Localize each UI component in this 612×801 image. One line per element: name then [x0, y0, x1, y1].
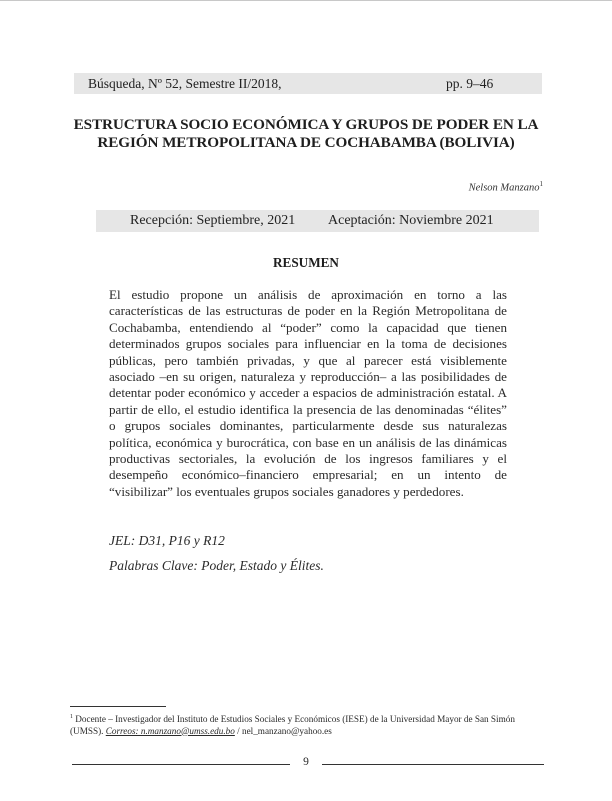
reception-date: Recepción: Septiembre, 2021 [130, 213, 296, 228]
footnote-email-alt: / nel_manzano@yahoo.es [234, 725, 332, 736]
footnote [70, 712, 548, 737]
acceptance-date: Aceptación: Noviembre 2021 [328, 213, 494, 228]
journal-citation: Búsqueda, Nº 52, Semestre II/2018, [88, 76, 282, 91]
article-title: ESTRUCTURA SOCIO ECONÓMICA Y GRUPOS DE PODER EN LA REGIÓN METROPOLITANA DE COCHABAMBA (BOLIVIA) [73, 116, 539, 151]
abstract-text: El estudio propone un análisis de aproximación en torno a las características de las estructuras de poder en la Región Metropolitana de Cochabamba, entendiendo al “poder” como la capacidad que tienen determinados grupos sociales para influenciar en la toma de decisiones públicas, pero también privadas, y que al parecer está visiblemente asociado –en su origen, naturaleza y reproducción– a las posibilidades de detentar poder económico y acceder a espacios de administración estatal. A partir de ello, el estudio identifica la presencia de las denominadas “élites” o grupos sociales dominantes, particularmente desde sus naturalezas política, económica y burocrática, con base en un análisis de las dinámicas productivas sectoriales, la evolución de los ingresos familiares y el desempeño económico–financiero empresarial; en un intento de “visibilizar” los eventuales grupos sociales ganadores y perdedores. [109, 287, 507, 499]
footnote-divider [70, 706, 166, 707]
page-number: 9 [303, 756, 309, 768]
footnote-emails-link[interactable]: Correos: n.manzano@umss.edu.bo [105, 725, 235, 736]
author-line [300, 180, 543, 194]
footnote-marker: 1 [70, 714, 73, 720]
author-name: Nelson Manzano [468, 182, 540, 194]
footnote-text: Docente – Investigador del Instituto de Estudios Sociales y Económicos (IESE) de la Universidad Mayor de San Simón (UMSS). [70, 714, 515, 736]
page-number-rule-left [72, 764, 290, 765]
page-range: pp. 9–46 [446, 76, 494, 91]
abstract-heading: RESUMEN [273, 255, 339, 270]
journal-header [74, 73, 542, 94]
top-border [0, 0, 612, 1]
jel-codes: JEL: D31, P16 y R12 [109, 533, 225, 548]
page-number-rule-right [322, 764, 544, 765]
keywords: Palabras Clave: Poder, Estado y Élites. [109, 558, 324, 573]
dates-bar [96, 210, 539, 232]
author-footnote-marker[interactable]: 1 [539, 180, 543, 188]
